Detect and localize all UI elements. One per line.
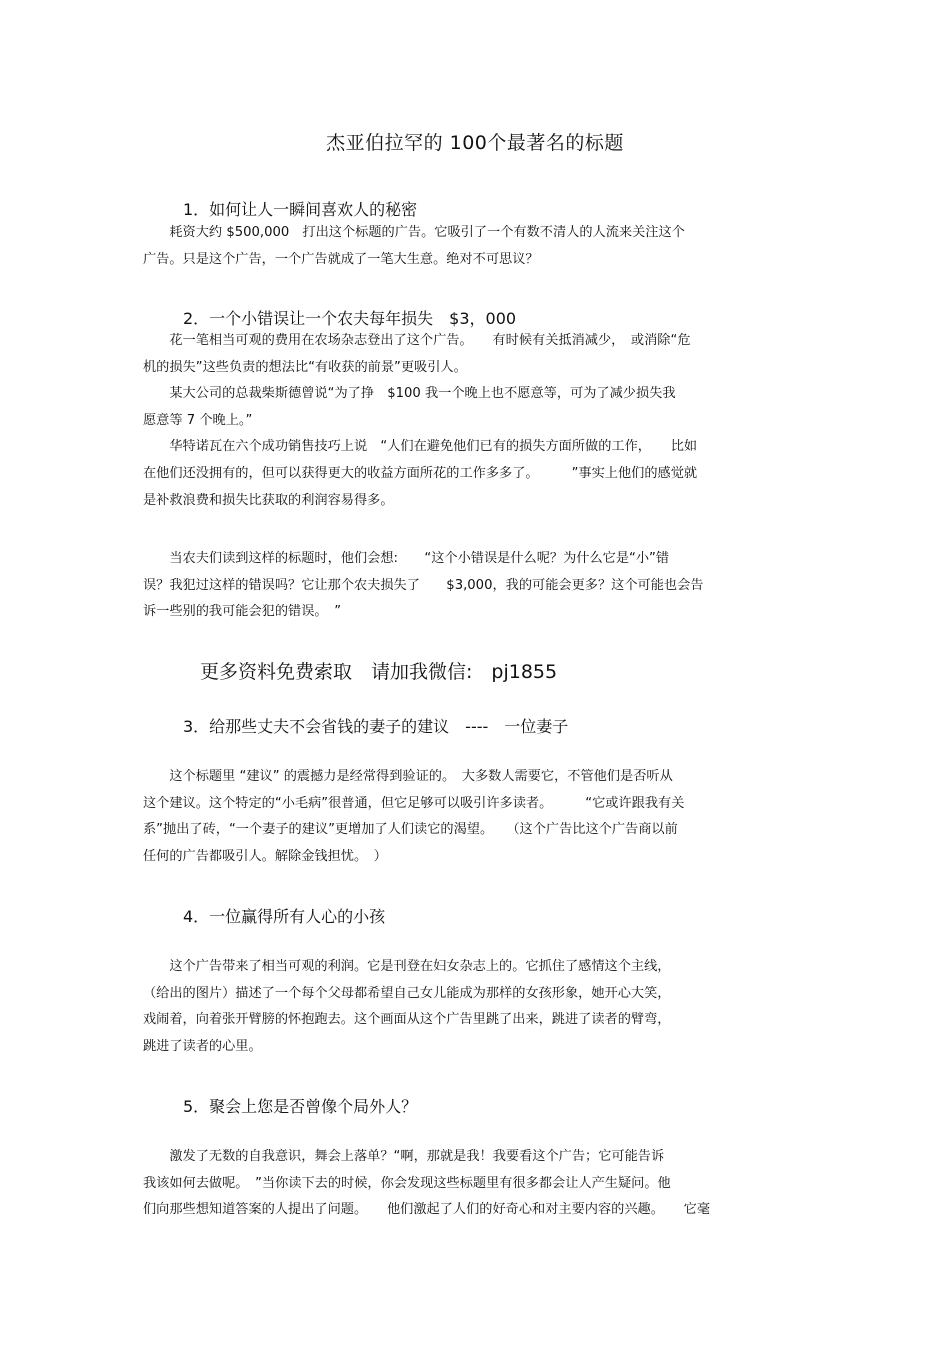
text-line: 广告。只是这个广告，一个广告就成了一笔大生意。绝对不可思议？ (143, 251, 539, 267)
paragraph-4 (143, 954, 813, 1060)
text-line: 诉一些别的我可能会犯的错误。 ” (143, 604, 342, 620)
heading-4: 4．一位赢得所有人心的小孩 (183, 907, 386, 926)
text-line: 跳进了读者的心里。 (143, 1038, 262, 1054)
paragraph-1 (143, 220, 813, 273)
text-line: 激发了无数的自我意识，舞会上落单？“啊，那就是我！我要看这个广告；它可能告诉 (143, 1149, 665, 1164)
text-line: 任何的广告都吸引人。解除金钱担忧。 ） (143, 848, 387, 864)
paragraph-2 (143, 328, 813, 514)
text-line: 是补救浪费和损失比获取的利润容易得多。 (143, 492, 394, 508)
text-line: 华特诺瓦在六个成功销售技巧上说 “人们在避免他们已有的损失方面所做的工作， 比如 (143, 439, 698, 455)
text-line: 在他们还没拥有的，但可以获得更大的收益方面所花的工作多多了。 ”事实上他们的感觉就 (143, 465, 698, 481)
text-line: 们向那些想知道答案的人提出了问题。 他们激起了人们的好奇心和对主要内容的兴趣。 它毫 (143, 1202, 711, 1218)
text-line: 这个标题里 “建议” 的震撼力是经常得到验证的。 大多数人需要它，不管他们是否听从 (143, 769, 673, 784)
paragraph-3 (143, 764, 813, 870)
text-line: 误？我犯过这样的错误吗？它让那个农夫损失了 $3,000，我的可能会更多？这个可能也会告 (143, 577, 704, 593)
heading-1: 1．如何让人一瞬间喜欢人的秘密 (183, 200, 418, 219)
paragraph-2b (143, 546, 813, 626)
text-line: 当农夫们读到这样的标题时，他们会想: “这个小错误是什么呢？为什么它是“小”错 (143, 551, 670, 566)
heading-2: 2．一个小错误让一个农夫每年损失 $3，000 (183, 309, 517, 328)
paragraph-5 (143, 1144, 813, 1224)
text-line: 机的损失”这些负责的想法比“有收获的前景”更吸引人。 (143, 359, 467, 375)
text-line: 某大公司的总裁柴斯德曾说“为了挣 $100 我一个晚上也不愿意等，可为了减少损失我 (143, 386, 676, 402)
text-line: 这个建议。这个特定的“小毛病”很普通，但它足够可以吸引许多读者。 “它或许跟我有关 (143, 795, 685, 811)
text-line: 戏闹着，向着张开臂膀的怀抱跑去。这个画面从这个广告里跳了出来，跳进了读者的臂弯， (143, 1012, 671, 1028)
heading-5: 5．聚会上您是否曾像个局外人？ (183, 1097, 418, 1116)
contact-notice: 更多资料免费索取 请加我微信: pj1855 (200, 661, 558, 683)
text-line: 我该如何去做呢。 ”当你读下去的时候，你会发现这些标题里有很多都会让人产生疑问。他 (143, 1175, 671, 1191)
text-line: 这个广告带来了相当可观的利润。它是刊登在妇女杂志上的。它抓住了感情这个主线， (143, 959, 671, 974)
text-line: 系”抛出了砖，“一个妻子的建议”更增加了人们读它的渴望。 （这个广告比这个广告商以前 (143, 822, 678, 838)
text-line: 愿意等 7 个晚上。” (143, 412, 253, 428)
heading-3: 3．给那些丈夫不会省钱的妻子的建议 ---- 一位妻子 (183, 717, 569, 736)
text-line: （给出的图片）描述了一个每个父母都希望自己女儿能成为那样的女孩形象，她开心大笑， (143, 985, 671, 1001)
page-title: 杰亚伯拉罕的 100个最著名的标题 (326, 132, 624, 154)
text-line: 耗资大约 $500,000 打出这个标题的广告。它吸引了一个有数不清人的人流来关注这个 (143, 225, 685, 240)
text-line: 花一笔相当可观的费用在农场杂志登出了这个广告。 有时候有关抵消减少， 或消除“危 (143, 333, 691, 348)
